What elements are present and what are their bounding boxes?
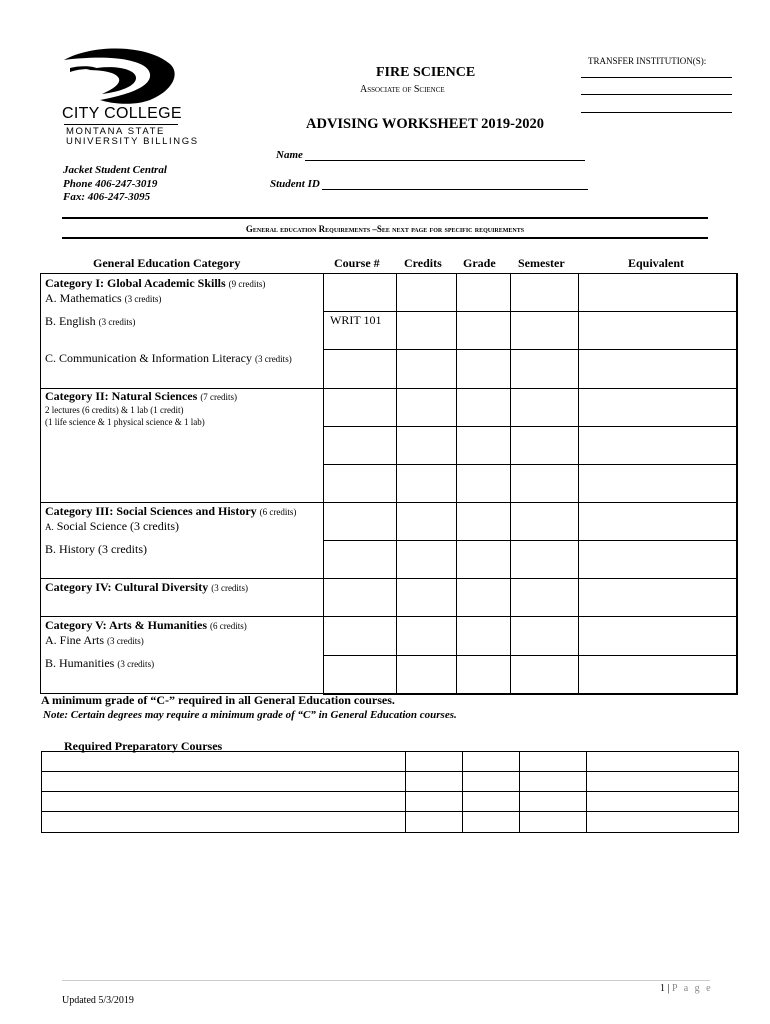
entry-cell[interactable] [578, 388, 738, 427]
contact-fax: Fax: 406-247-3095 [63, 191, 151, 203]
entry-cell[interactable] [578, 578, 738, 617]
english-course: WRIT 101 [330, 313, 382, 327]
prep-cell[interactable] [462, 811, 520, 833]
entry-cell[interactable] [456, 616, 511, 656]
math-label: A. Mathematics [45, 291, 122, 305]
category-3 [45, 504, 296, 534]
entry-cell[interactable] [396, 349, 457, 389]
entry-cell[interactable] [396, 388, 457, 427]
entry-cell[interactable] [456, 388, 511, 427]
entry-cell[interactable] [396, 273, 457, 312]
transfer-line-1[interactable] [581, 77, 732, 78]
entry-cell[interactable] [323, 616, 397, 656]
category-2-detail-2: (1 life science & 1 physical science & 1 lab) [45, 417, 205, 427]
category-4-title: Category IV: Cultural Diversity [45, 580, 209, 594]
page-number: 1 | P a g e [660, 983, 713, 994]
category-2-title: Category II: Natural Sciences [45, 389, 198, 403]
col-course: Course # [334, 256, 380, 270]
category-2 [45, 389, 237, 428]
english-credits: (3 credits) [98, 317, 136, 327]
entry-cell[interactable] [456, 273, 511, 312]
prep-cell[interactable] [41, 771, 406, 792]
comm-row [45, 351, 292, 366]
entry-cell[interactable] [456, 464, 511, 503]
gen-ed-requirements-banner: General education Requirements –See next page for specific requirements [245, 224, 525, 234]
comm-label: C. Communication & Information Literacy [45, 351, 252, 365]
entry-cell[interactable] [323, 349, 397, 389]
entry-cell[interactable] [456, 426, 511, 465]
entry-cell[interactable] [323, 426, 397, 465]
entry-cell[interactable] [396, 540, 457, 579]
prep-cell[interactable] [586, 791, 739, 812]
footer-rule [62, 980, 710, 981]
contact-phone: Phone 406-247-3019 [63, 177, 158, 190]
program-title: FIRE SCIENCE [376, 65, 476, 80]
prep-cell[interactable] [462, 791, 520, 812]
entry-cell[interactable] [510, 464, 579, 503]
math-credits: (3 credits) [124, 294, 162, 304]
band-rule-bottom [62, 237, 708, 239]
entry-cell[interactable] [396, 464, 457, 503]
entry-cell[interactable] [396, 616, 457, 656]
entry-cell[interactable] [510, 426, 579, 465]
divider-cat5 [40, 616, 323, 617]
english-row [45, 314, 135, 329]
entry-cell[interactable] [323, 464, 397, 503]
student-id-label: Student ID [270, 178, 320, 190]
col-equivalent: Equivalent [628, 256, 685, 270]
name-label: Name [276, 149, 303, 161]
entry-cell[interactable] [456, 578, 511, 617]
entry-cell[interactable] [578, 502, 738, 541]
prep-courses-title: Required Preparatory Courses [64, 739, 223, 753]
contact-office: Jacket Student Central [63, 164, 167, 176]
entry-cell[interactable] [510, 349, 579, 389]
col-grade: Grade [463, 256, 496, 270]
category-5-credits: (6 credits) [210, 621, 247, 631]
category-3-title: Category III: Social Sciences and History [45, 504, 257, 518]
name-field[interactable] [305, 160, 585, 161]
prep-cell[interactable] [405, 771, 463, 792]
category-5-title: Category V: Arts & Humanities [45, 618, 207, 632]
entry-cell[interactable] [396, 655, 457, 695]
entry-cell[interactable] [510, 578, 579, 617]
social-prefix: A. [45, 522, 54, 532]
prep-cell[interactable] [405, 791, 463, 812]
entry-cell[interactable] [323, 578, 397, 617]
entry-cell[interactable] [578, 426, 738, 465]
prep-cell[interactable] [41, 791, 406, 812]
entry-cell[interactable] [510, 273, 579, 312]
degree-grade-note: Note: Certain degrees may require a minimum grade of “C” in General Education courses. [43, 709, 457, 721]
entry-cell[interactable] [578, 349, 738, 389]
category-1-title: Category I: Global Academic Skills [45, 276, 226, 290]
category-2-credits: (7 credits) [200, 392, 238, 402]
entry-cell[interactable] [323, 540, 397, 579]
prep-cell[interactable] [462, 751, 520, 772]
logo-subtitle-2: UNIVERSITY BILLINGS [66, 136, 199, 147]
page-number-value: 1 [660, 983, 665, 994]
prep-courses-table [41, 751, 739, 833]
prep-cell[interactable] [405, 811, 463, 833]
transfer-institutions-label: TRANSFER INSTITUTION(S): [588, 56, 707, 66]
humanities-credits: (3 credits) [117, 659, 155, 669]
logo-divider [64, 124, 178, 125]
logo-subtitle [66, 127, 199, 147]
transfer-line-2[interactable] [581, 94, 732, 95]
fine-arts-credits: (3 credits) [107, 636, 144, 646]
prep-cell[interactable] [519, 771, 587, 792]
updated-date: Updated 5/3/2019 [62, 995, 134, 1006]
contact-info [63, 164, 167, 205]
prep-cell[interactable] [586, 751, 739, 772]
city-college-logo-icon [62, 46, 182, 104]
divider-cat3 [40, 502, 323, 503]
entry-cell[interactable] [510, 616, 579, 656]
history-label: B. History (3 credits) [45, 542, 147, 556]
entry-cell[interactable] [578, 540, 738, 579]
prep-cell[interactable] [462, 771, 520, 792]
prep-cell[interactable] [405, 751, 463, 772]
humanities-label: B. Humanities [45, 656, 115, 670]
social-label: Social Science (3 credits) [56, 519, 180, 533]
entry-cell[interactable] [396, 578, 457, 617]
entry-cell[interactable] [323, 388, 397, 427]
entry-cell[interactable] [578, 311, 738, 350]
entry-cell[interactable] [510, 311, 579, 350]
degree-title: Associate of Science [360, 84, 445, 95]
min-grade-note: A minimum grade of “C-” required in all General Education courses. [41, 693, 395, 707]
entry-cell[interactable] [396, 426, 457, 465]
category-1-credits: (9 credits) [228, 279, 266, 289]
entry-cell[interactable] [456, 502, 511, 541]
page-word: P a g e [672, 983, 713, 994]
entry-cell[interactable] [510, 502, 579, 541]
col-semester: Semester [518, 256, 565, 270]
entry-cell[interactable] [578, 464, 738, 503]
comm-credits: (3 credits) [254, 354, 292, 364]
prep-cell[interactable] [41, 751, 406, 772]
prep-cell[interactable] [41, 811, 406, 833]
category-3-credits: (6 credits) [259, 507, 297, 517]
prep-cell[interactable] [519, 791, 587, 812]
humanities-row [45, 656, 154, 671]
entry-cell[interactable] [323, 502, 397, 541]
english-label: B. English [45, 314, 96, 328]
prep-cell[interactable] [586, 811, 739, 833]
entry-cell[interactable] [456, 655, 511, 695]
prep-cell[interactable] [586, 771, 739, 792]
category-2-detail-1: 2 lectures (6 credits) & 1 lab (1 credit) [45, 405, 184, 415]
col-category: General Education Category [93, 256, 241, 270]
student-id-field[interactable] [322, 189, 588, 190]
entry-cell[interactable] [456, 349, 511, 389]
entry-cell[interactable] [510, 655, 579, 695]
category-5 [45, 618, 247, 648]
logo-name: CITY COLLEGE [62, 105, 182, 122]
col-credits: Credits [404, 256, 442, 270]
entry-cell[interactable] [323, 655, 397, 695]
entry-cell[interactable] [510, 388, 579, 427]
entry-cell[interactable] [510, 540, 579, 579]
fine-arts-label: A. Fine Arts [45, 633, 105, 647]
category-1 [45, 276, 265, 306]
divider-cat4 [40, 578, 323, 579]
entry-cell[interactable] [456, 540, 511, 579]
band-rule-top [62, 217, 708, 219]
category-4 [45, 580, 248, 595]
entry-cell[interactable] [456, 311, 511, 350]
prep-cell[interactable] [519, 751, 587, 772]
transfer-line-3[interactable] [581, 112, 732, 113]
entry-cell[interactable] [396, 502, 457, 541]
worksheet-title: ADVISING WORKSHEET 2019-2020 [306, 116, 544, 132]
category-4-credits: (3 credits) [211, 583, 248, 593]
entry-cell[interactable] [396, 311, 457, 350]
entry-cell[interactable] [578, 616, 738, 656]
entry-cell[interactable] [578, 273, 738, 312]
entry-cell[interactable] [323, 273, 397, 312]
logo-subtitle-1: MONTANA STATE [66, 126, 165, 137]
prep-cell[interactable] [519, 811, 587, 833]
entry-cell[interactable] [578, 655, 738, 695]
